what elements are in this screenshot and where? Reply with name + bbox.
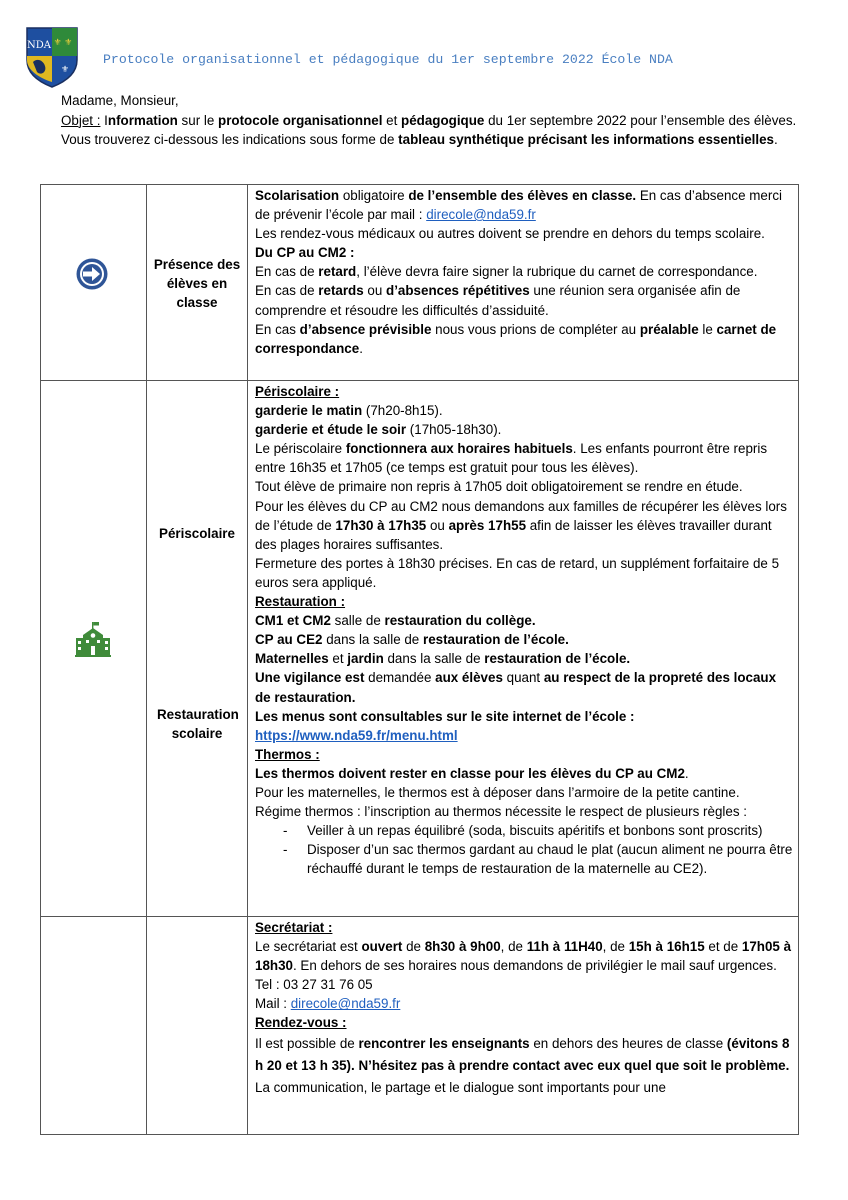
paragraph: Pour les maternelles, le thermos est à déposer dans l’armoire de la petite cantine.	[255, 784, 740, 800]
paragraph: garderie le matin (7h20-8h15).	[255, 403, 443, 419]
section-heading: Du CP au CM2 :	[255, 245, 355, 261]
section-heading: Secrétariat :	[255, 920, 333, 935]
crest-letters: NDA	[27, 40, 51, 51]
paragraph: Régime thermos : l’inscription au thermos nécessite le respect de plusieurs règles :	[255, 804, 747, 820]
paragraph: Maternelles et jardin dans la salle de restauration de l’école.	[255, 651, 631, 667]
paragraph: En cas d’absence prévisible nous vous prions de compléter au préalable le carnet de correspondance.	[255, 321, 777, 356]
paragraph: Fermeture des portes à 18h30 précises. En cas de retard, un supplément forfaitaire de 5 euros sera appliqué.	[255, 555, 780, 590]
label-cell	[147, 917, 248, 1135]
svg-text:⚜ ⚜: ⚜ ⚜	[53, 37, 73, 47]
paragraph: En cas de retards ou d’absences répétitives une réunion sera organisée afin de comprendre et résoudre les difficultés d’assiduité.	[255, 283, 741, 318]
label-cell	[147, 381, 248, 917]
paragraph: En cas de retard, l’élève devra faire signer la rubrique du carnet de correspondance.	[255, 264, 758, 280]
svg-text:⚜: ⚜	[60, 64, 70, 74]
paragraph	[255, 726, 794, 745]
objet-line: Objet : Information sur le protocole organisationnel et pédagogique du 1er septembre 2022 pour l’ensemble des élèves.	[61, 112, 797, 128]
school-building-icon	[75, 621, 111, 657]
paragraph: Il est possible de rencontrer les enseignants en dehors des heures de classe (évitons 8 h 20 et 13 h 35). N’hésitez pas à prendre contact avec eux quel que soit le problème. La communication, le partage et le dialogue sont importants pour une	[255, 1035, 790, 1095]
list-item: - Veiller à un repas équilibré (soda, biscuits apéritifs et bonbons sont proscrits)	[283, 821, 794, 840]
row-label-restauration: Restauration scolaire	[157, 707, 239, 741]
paragraph: Une vigilance est demandée aux élèves quant au respect de la propreté des locaux de restauration.	[255, 670, 777, 705]
greeting: Madame, Monsieur,	[61, 93, 179, 108]
list-item: - Disposer d’un sac thermos gardant au chaud le plat (aucun aliment ne pourra être réchauffé durant le temps de restauration de la maternelle au CE2).	[283, 840, 794, 878]
table-row-secretariat	[41, 917, 799, 1135]
content-cell-secretariat	[248, 917, 799, 1135]
paragraph: Les menus sont consultables sur le site internet de l’école :	[255, 708, 635, 724]
intro-line: Vous trouverez ci-dessous les indications sous forme de tableau synthétique précisant les informations essentielles.	[61, 132, 778, 147]
thermos-rules-list	[255, 821, 794, 878]
content-cell-presence	[248, 185, 799, 381]
protocol-table	[40, 184, 799, 1135]
paragraph: Scolarisation obligatoire de l’ensemble des élèves en classe. En cas d’absence merci de prévenir l’école par mail : direcole@nda59.fr	[255, 188, 782, 223]
email-link[interactable]: direcole@nda59.fr	[426, 207, 536, 223]
paragraph: CP au CE2 dans la salle de restauration de l’école.	[255, 632, 569, 648]
icon-cell	[41, 185, 147, 381]
paragraph: garderie et étude le soir (17h05-18h30).	[255, 422, 502, 438]
header-title: Protocole organisationnel et pédagogique du 1er septembre 2022 École NDA	[103, 52, 673, 67]
paragraph: CM1 et CM2 salle de restauration du collège.	[255, 613, 536, 629]
paragraph: Le secrétariat est ouvert de 8h30 à 9h00, de 11h à 11H40, de 15h à 16h15 et de 17h05 à 18h30. En dehors de ses horaires nous demandons de privilégier le mail sauf urgences.	[255, 939, 792, 974]
section-heading: Rendez-vous :	[255, 1015, 347, 1031]
paragraph: Pour les élèves du CP au CM2 nous demandons aux familles de récupérer les élèves lors de l’étude de 17h30 à 17h35 ou après 17h55 afin de laisser les élèves travailler durant des plages horaires suffisantes.	[255, 498, 787, 552]
row-label-periscolaire: Périscolaire	[159, 526, 235, 541]
icon-cell	[41, 381, 147, 917]
paragraph: Les thermos doivent rester en classe pour les élèves du CP au CM2.	[255, 765, 689, 781]
objet-label: Objet :	[61, 112, 101, 128]
menu-link[interactable]: https://www.nda59.fr/menu.html	[255, 727, 458, 743]
icon-cell	[41, 917, 147, 1135]
school-crest-logo	[25, 26, 79, 88]
phone-line: Tel : 03 27 31 76 05	[255, 977, 373, 993]
label-cell	[147, 185, 248, 381]
paragraph: Les rendez-vous médicaux ou autres doivent se prendre en dehors du temps scolaire.	[255, 226, 765, 242]
right-arrow-circle-icon	[75, 257, 109, 291]
mail-line: Mail : direcole@nda59.fr	[255, 996, 401, 1012]
content-cell-periscolaire	[248, 381, 799, 917]
paragraph: Tout élève de primaire non repris à 17h05 doit obligatoirement se rendre en étude.	[255, 479, 743, 495]
row-label-presence: Présence des élèves en classe	[153, 257, 241, 310]
section-heading: Thermos :	[255, 746, 320, 762]
section-heading: Restauration :	[255, 594, 346, 610]
table-row-periscolaire	[41, 381, 799, 917]
intro-section	[61, 91, 801, 150]
table-row-presence	[41, 185, 799, 381]
section-heading: Périscolaire :	[255, 384, 340, 399]
email-link[interactable]: direcole@nda59.fr	[290, 996, 401, 1012]
paragraph: Le périscolaire fonctionnera aux horaires habituels. Les enfants pourront être repris entre 16h35 et 17h05 (ce temps est gratuit pour tous les élèves).	[255, 441, 768, 476]
